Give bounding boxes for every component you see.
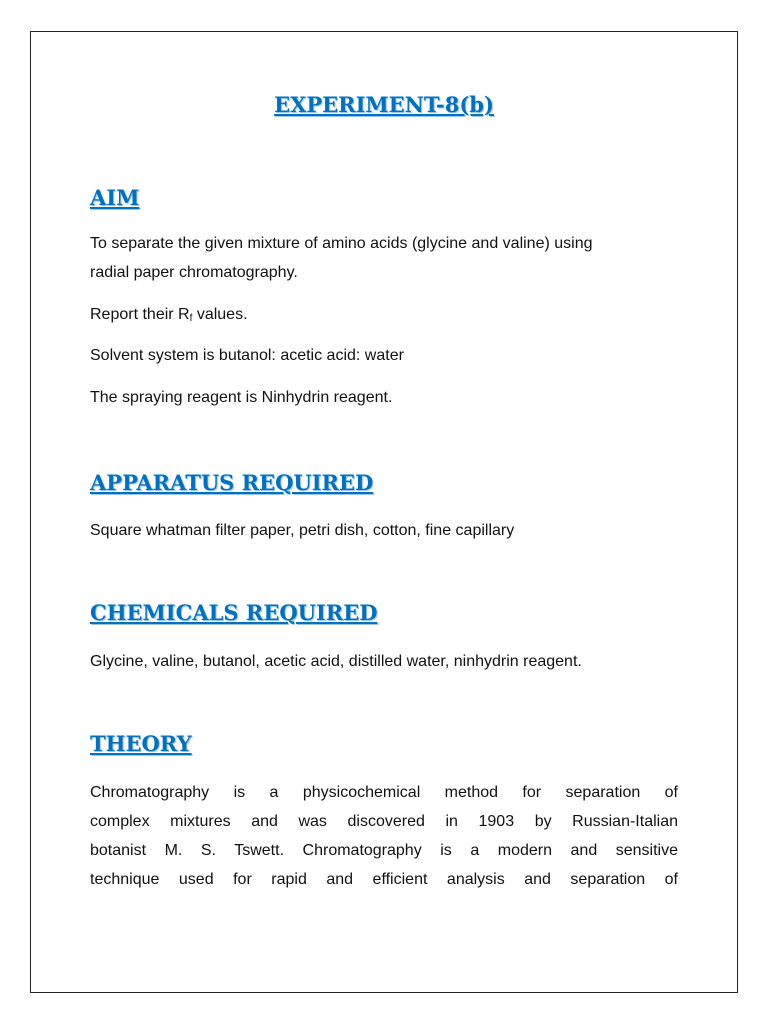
report-subscript: f (189, 313, 193, 324)
apparatus-heading: APPARATUS REQUIRED (90, 470, 374, 495)
theory-line: botanist M. S. Tswett. Chromatography is a modern and sensitive (90, 842, 678, 859)
theory-line: Chromatography is a physicochemical method for separation of (90, 784, 678, 801)
chemicals-text: Glycine, valine, butanol, acetic acid, distilled water, ninhydrin reagent. (90, 653, 582, 670)
experiment-title: EXPERIMENT-8(b) (274, 92, 494, 117)
theory-line: complex mixtures and was discovered in 1903 by Russian-Italian (90, 813, 678, 830)
aim-solvent: Solvent system is butanol: acetic acid: water (90, 347, 404, 364)
theory-paragraph (90, 778, 678, 894)
report-text-pre: Report their R (90, 306, 190, 323)
aim-heading: AIM (90, 185, 140, 210)
theory-line: technique used for rapid and efficient analysis and separation of (90, 871, 678, 888)
aim-report (90, 300, 678, 333)
aim-spray: The spraying reagent is Ninhydrin reagent. (90, 389, 393, 406)
report-text-post: values. (192, 306, 248, 323)
aim-line-1: To separate the given mixture of amino acids (glycine and valine) using (90, 235, 593, 252)
chemicals-heading: CHEMICALS REQUIRED (90, 600, 378, 625)
aim-text (90, 229, 678, 287)
theory-heading: THEORY (90, 731, 192, 756)
aim-line-2: radial paper chromatography. (90, 264, 298, 281)
apparatus-text: Square whatman filter paper, petri dish, cotton, fine capillary (90, 522, 515, 539)
